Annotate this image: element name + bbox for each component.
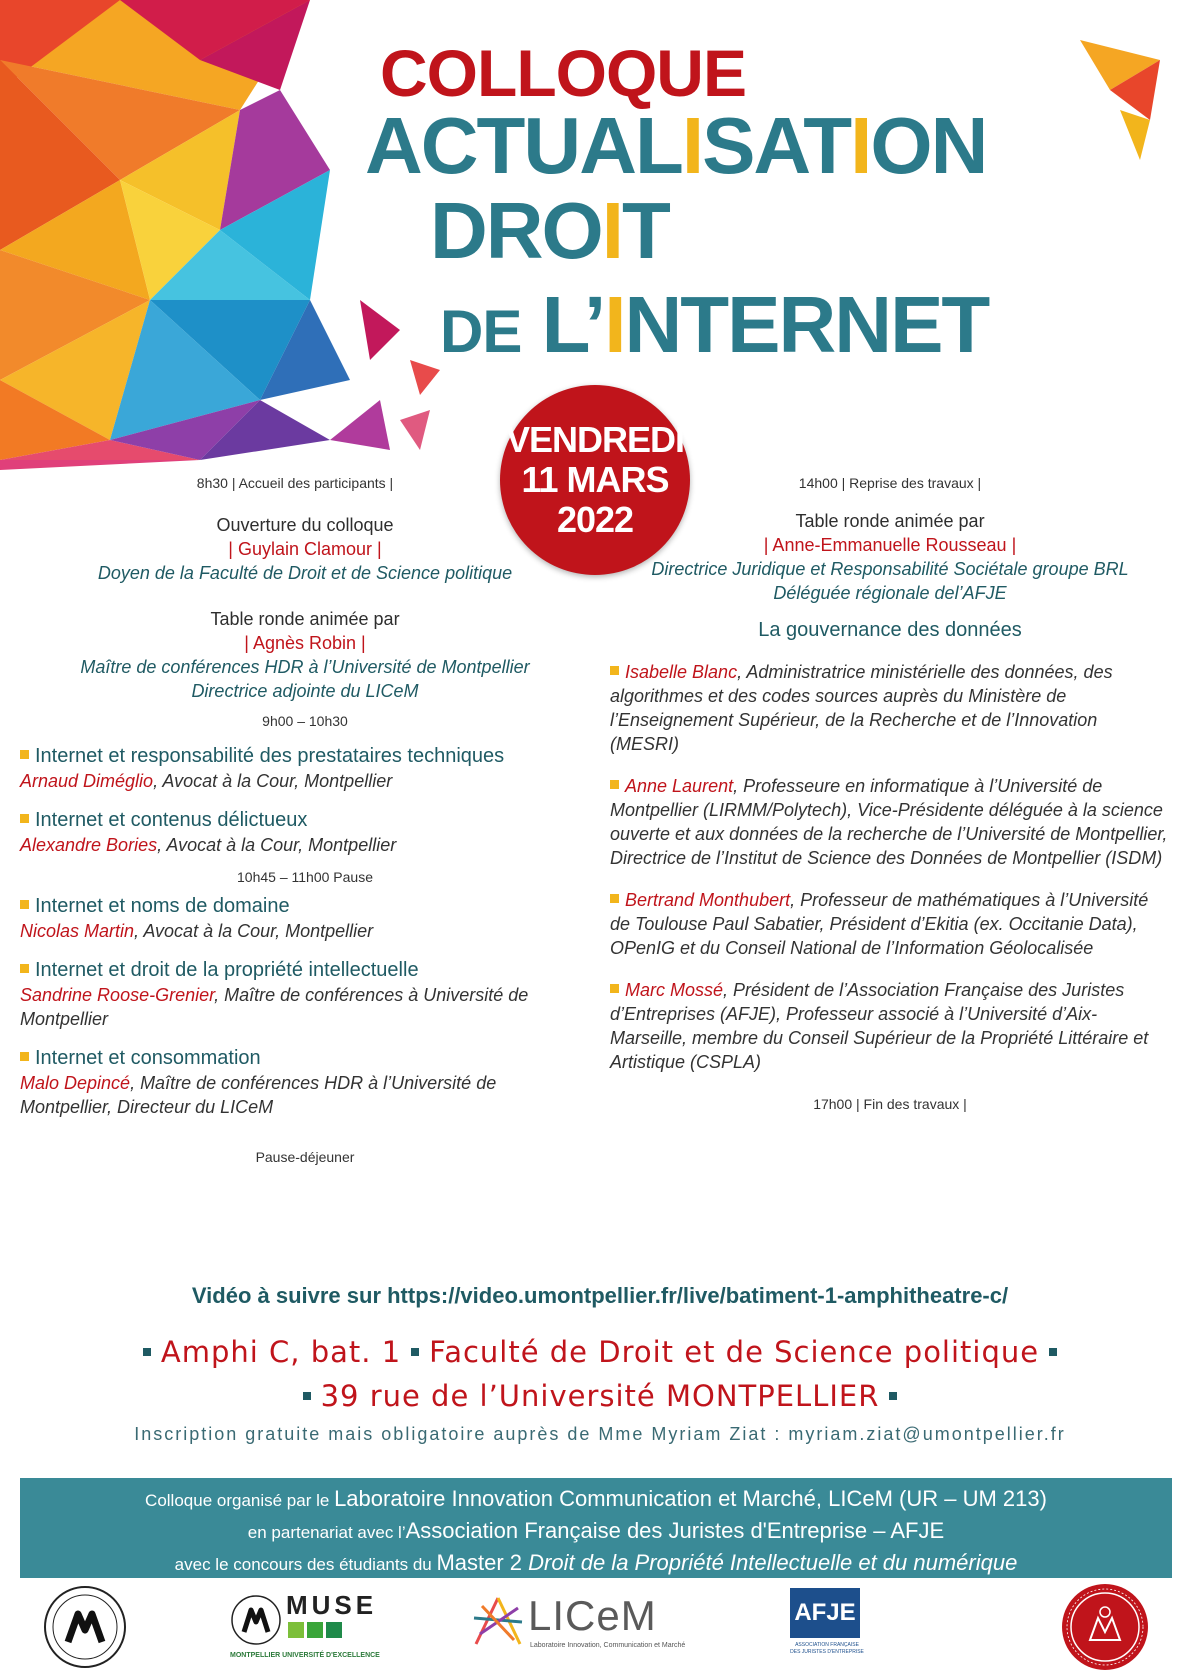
date-year: 2022 [556, 499, 634, 540]
participant-name: Isabelle Blanc [625, 662, 738, 682]
square-bullet-icon [411, 1348, 419, 1356]
morning-program [20, 475, 590, 1165]
speaker-name: Malo Depincé [20, 1073, 131, 1093]
round-moderator: | Agnès Robin | [244, 633, 366, 653]
talk-item: Internet et responsabilité des prestataires techniques Arnaud Diméglio, Avocat à la Cour, Montpellier [20, 745, 505, 791]
participant-item: Marc Mossé, Président de l’Association Française des Juristes d’Entreprises (AFJE), Professeur associé à l’Université d’Aix-Marseille, membre du Conseil Supérieur de la Propriété Littéraire et Artistique (CSPLA) [610, 980, 1149, 1072]
organizer-band: Colloque organisé par le Laboratoire Innovation Communication et Marché, LICeM (UR – UM 213) en partenariat avec l’Association Française des Juristes d'Entreprise – AFJE avec le concours des étudiants du Master 2 Droit de la Propriété Intellectuelle et du numérique [20, 1478, 1172, 1578]
talk-item: Internet et droit de la propriété intellectuelle Sandrine Roose-Grenier, Maître de conférences à Université de Montpellier [20, 959, 529, 1029]
title-droit: DROIT [430, 186, 669, 275]
opening-speaker: | Guylain Clamour | [228, 539, 382, 559]
faculty-seal-logo [1060, 1582, 1150, 1672]
date-day: VENDREDI [505, 419, 685, 460]
round-role-2: Déléguée régionale del’AFJE [773, 583, 1007, 603]
title-actualisation: ACTUALISATION [365, 101, 987, 190]
licem-star-icon [470, 1594, 526, 1650]
opening-section [20, 513, 590, 585]
partner-logos [0, 1582, 1200, 1673]
opening-role: Doyen de la Faculté de Droit et de Science politique [97, 563, 513, 583]
afternoon-program [610, 475, 1170, 1112]
bullet-icon [20, 964, 29, 973]
talk-item: Internet et contenus délictueux Alexandre Bories, Avocat à la Cour, Montpellier [20, 809, 397, 855]
venue-info: Amphi C, bat. 1 Faculté de Droit et de Science politique 39 rue de l’Université MONTPELLIER [0, 1330, 1200, 1418]
title-de-l-internet: DE L’INTERNET [440, 280, 989, 369]
registration-info: Inscription gratuite mais obligatoire auprès de Mme Myriam Ziat : myriam.ziat@umontpellier.fr [134, 1424, 1066, 1444]
square-bullet-icon [889, 1392, 897, 1400]
bullet-icon [610, 894, 619, 903]
participant-item: Isabelle Blanc, Administratrice ministérielle des données, des algorithmes et des codes sources auprès du Ministère de l’Enseignement Supérieur, de la Recherche et de l’Innovation (MESRI) [610, 662, 1113, 754]
bullet-icon [20, 1052, 29, 1061]
talk-item: Internet et noms de domaine Nicolas Martin, Avocat à la Cour, Montpellier [20, 895, 374, 941]
talk-item: Internet et consommation Malo Depincé, Maître de conférences HDR à l’Université de Montpellier, Directeur du LICeM [20, 1047, 497, 1117]
square-bullet-icon [143, 1348, 151, 1356]
speaker-name: Alexandre Bories [20, 835, 158, 855]
round-role-1: Maître de conférences HDR à l’Université de Montpellier [80, 657, 530, 677]
topic-title: La gouvernance des données [758, 619, 1022, 641]
afje-logo: AFJE ASSOCIATION FRANÇAISE DES JURISTES D'ENTREPRISE [790, 1588, 864, 1666]
participant-item: Anne Laurent, Professeure en informatique à l’Université de Montpellier (LIRMM/Polytech), Vice-Présidente déléguée à la science ouverte et aux données de la recherche de l’Université de Montpellier, Directrice de l’Institut de Science des Données de Montpellier (ISDM) [610, 776, 1168, 868]
bullet-icon [610, 666, 619, 675]
morning-round-table [20, 607, 590, 703]
welcome-time: 8h30 | Accueil des participants | [196, 475, 394, 491]
round-role-2: Directrice adjointe du LICeM [191, 681, 419, 701]
bullet-icon [610, 780, 619, 789]
bullet-icon [20, 750, 29, 759]
session-time: 9h00 – 10h30 [262, 713, 348, 729]
pause-time: 10h45 – 11h00 Pause [237, 869, 373, 885]
bullet-icon [610, 984, 619, 993]
round-moderator: | Anne-Emmanuelle Rousseau | [763, 535, 1017, 555]
video-link[interactable]: Vidéo à suivre sur https://video.umontpellier.fr/live/batiment-1-amphitheatre-c/ [191, 1283, 1009, 1308]
lunch-break: Pause-déjeuner [255, 1149, 355, 1165]
muse-emblem-icon [230, 1594, 282, 1646]
bullet-icon [20, 814, 29, 823]
licem-logo: LICeM Laboratoire Innovation, Communication et Marché [470, 1592, 680, 1662]
afternoon-round-table [610, 509, 1170, 605]
round-title: Table ronde animée par [795, 511, 985, 531]
resume-time: 14h00 | Reprise des travaux | [798, 475, 982, 491]
corner-triangles-art [1040, 40, 1160, 160]
round-role-1: Directrice Juridique et Responsabilité Sociétale groupe BRL [651, 559, 1129, 579]
round-title: Table ronde animée par [210, 609, 400, 629]
date-badge [500, 385, 690, 575]
participant-name: Bertrand Monthubert [625, 890, 791, 910]
square-bullet-icon [1049, 1348, 1057, 1356]
end-time: 17h00 | Fin des travaux | [813, 1096, 967, 1112]
speaker-name: Arnaud Diméglio [20, 771, 154, 791]
muse-logo: MUSE MONTPELLIER UNIVERSITÉ D'EXCELLENCE [230, 1590, 380, 1659]
speaker-name: Nicolas Martin [20, 921, 135, 941]
participant-name: Anne Laurent [625, 776, 734, 796]
speaker-name: Sandrine Roose-Grenier [20, 985, 215, 1005]
participant-name: Marc Mossé [625, 980, 724, 1000]
universite-montpellier-logo [40, 1584, 130, 1670]
participant-item: Bertrand Monthubert, Professeur de mathématiques à l’Université de Toulouse Paul Sabatier, Président d’Ekitia (ex. Occitanie Data), OPenIG et du Conseil National de l’Information Géolocalisée [610, 890, 1149, 958]
title-colloque: COLLOQUE [380, 36, 746, 110]
square-bullet-icon [303, 1392, 311, 1400]
bullet-icon [20, 900, 29, 909]
opening-title: Ouverture du colloque [216, 515, 394, 535]
date-date: 11 MARS [521, 459, 669, 500]
